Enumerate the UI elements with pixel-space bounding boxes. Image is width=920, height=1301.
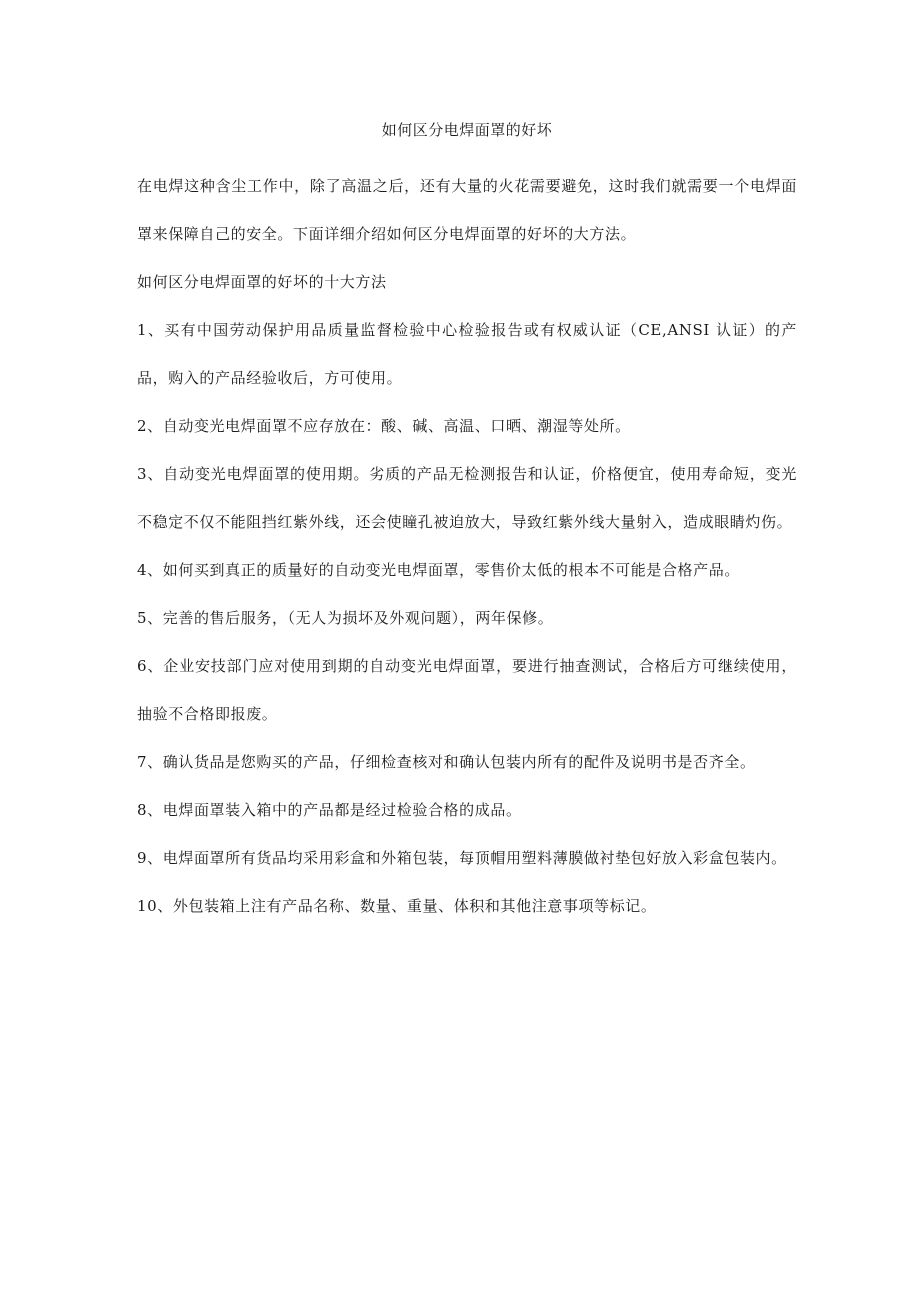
intro-paragraph: 在电焊这种含尘工作中，除了高温之后，还有大量的火花需要避免，这时我们就需要一个电焊面罩来保障自己的安全。下面详细介绍如何区分电焊面罩的好坏的大方法。 — [137, 177, 797, 243]
document-title: 如何区分电焊面罩的好坏 — [381, 121, 553, 139]
list-item-7: 7、确认货品是您购买的产品，仔细检查核对和确认包装内所有的配件及说明书是否齐全。 — [137, 753, 756, 771]
list-item-3: 3、自动变光电焊面罩的使用期。劣质的产品无检测报告和认证，价格便宜，使用寿命短，变光不稳定不仅不能阻挡红紫外线，还会使瞳孔被迫放大，导致红紫外线大量射入，造成眼睛灼伤。 — [137, 465, 797, 531]
list-item-4: 4、如何买到真正的质量好的自动变光电焊面罩，零售价太低的根本不可能是合格产品。 — [137, 561, 740, 579]
list-item-8: 8、电焊面罩装入箱中的产品都是经过检验合格的成品。 — [137, 801, 522, 819]
list-item-10: 10、外包装箱上注有产品名称、数量、重量、体积和其他注意事项等标记。 — [137, 897, 657, 915]
list-item-5: 5、完善的售后服务，（无人为损坏及外观问题），两年保修。 — [137, 609, 554, 627]
list-item-9: 9、电焊面罩所有货品均采用彩盒和外箱包装，每顶帽用塑料薄膜做衬垫包好放入彩盒包装内。 — [137, 849, 787, 867]
list-item-1: 1、买有中国劳动保护用品质量监督检验中心检验报告或有权威认证（CE,ANSI 认证）的产品，购入的产品经验收后，方可使用。 — [137, 321, 797, 387]
list-item-6: 6、企业安技部门应对使用到期的自动变光电焊面罩，要进行抽查测试，合格后方可继续使用，抽验不合格即报废。 — [137, 657, 797, 723]
subheading: 如何区分电焊面罩的好坏的十大方法 — [137, 273, 387, 291]
document-body — [137, 118, 797, 930]
list-item-2: 2、自动变光电焊面罩不应存放在：酸、碱、高温、口晒、潮湿等处所。 — [137, 417, 631, 435]
